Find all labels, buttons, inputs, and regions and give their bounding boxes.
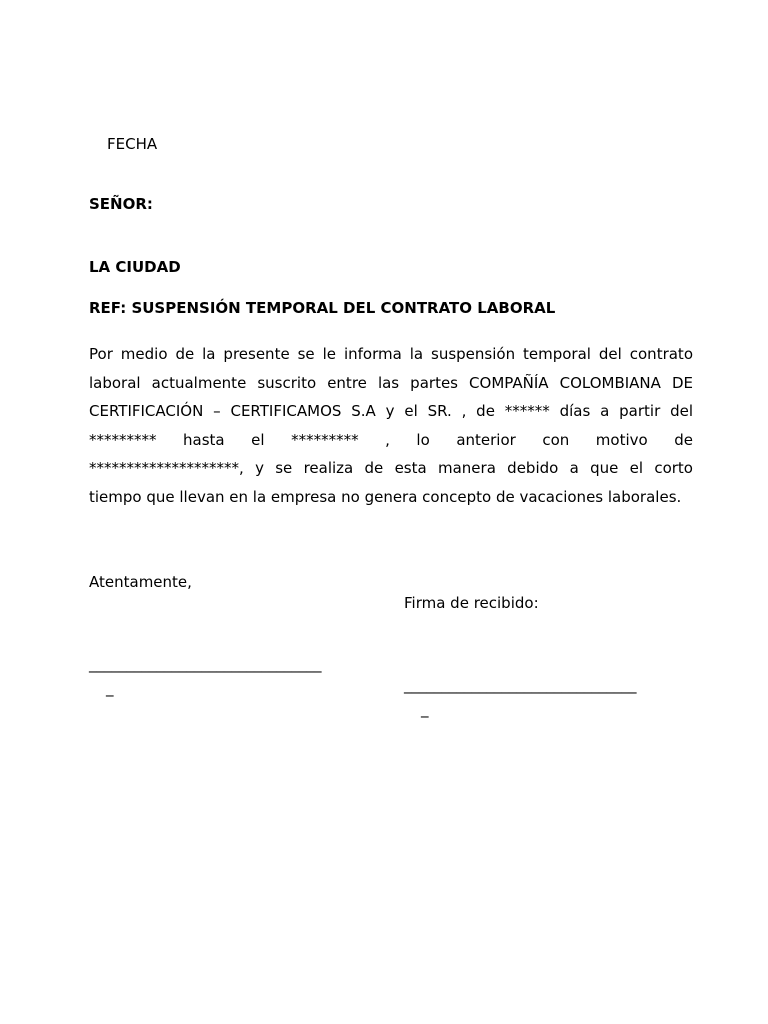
receipt-signature-label: Firma de recibido: xyxy=(404,594,539,612)
body-line: tiempo que llevan en la empresa no genera concepto de vacaciones laborales. xyxy=(89,487,682,506)
body-line: Por medio de la presente se le informa la suspensión temporal del contrato xyxy=(89,345,693,363)
sender-signature-dash: _ xyxy=(106,679,114,697)
city-label: LA CIUDAD xyxy=(89,258,181,276)
recipient-label: SEÑOR: xyxy=(89,195,153,213)
body-line: ********* hasta el ********* , lo anterior con motivo de xyxy=(89,430,693,449)
reference-line: REF: SUSPENSIÓN TEMPORAL DEL CONTRATO LABORAL xyxy=(89,299,556,317)
date-label: FECHA xyxy=(107,135,158,153)
receipt-signature-line: _______________________________ xyxy=(404,676,637,694)
body-line: laboral actualmente suscrito entre las partes COMPAÑÍA COLOMBIANA DE xyxy=(89,373,693,392)
receipt-signature-dash: _ xyxy=(421,700,429,718)
closing-salutation: Atentamente, xyxy=(89,573,192,591)
sender-signature-line: _______________________________ xyxy=(89,655,322,673)
body-line: CERTIFICACIÓN – CERTIFICAMOS S.A y el SR. , de ****** días a partir del xyxy=(89,402,693,420)
body-line: ********************, y se realiza de esta manera debido a que el corto xyxy=(89,459,693,477)
body-paragraph xyxy=(89,340,693,511)
